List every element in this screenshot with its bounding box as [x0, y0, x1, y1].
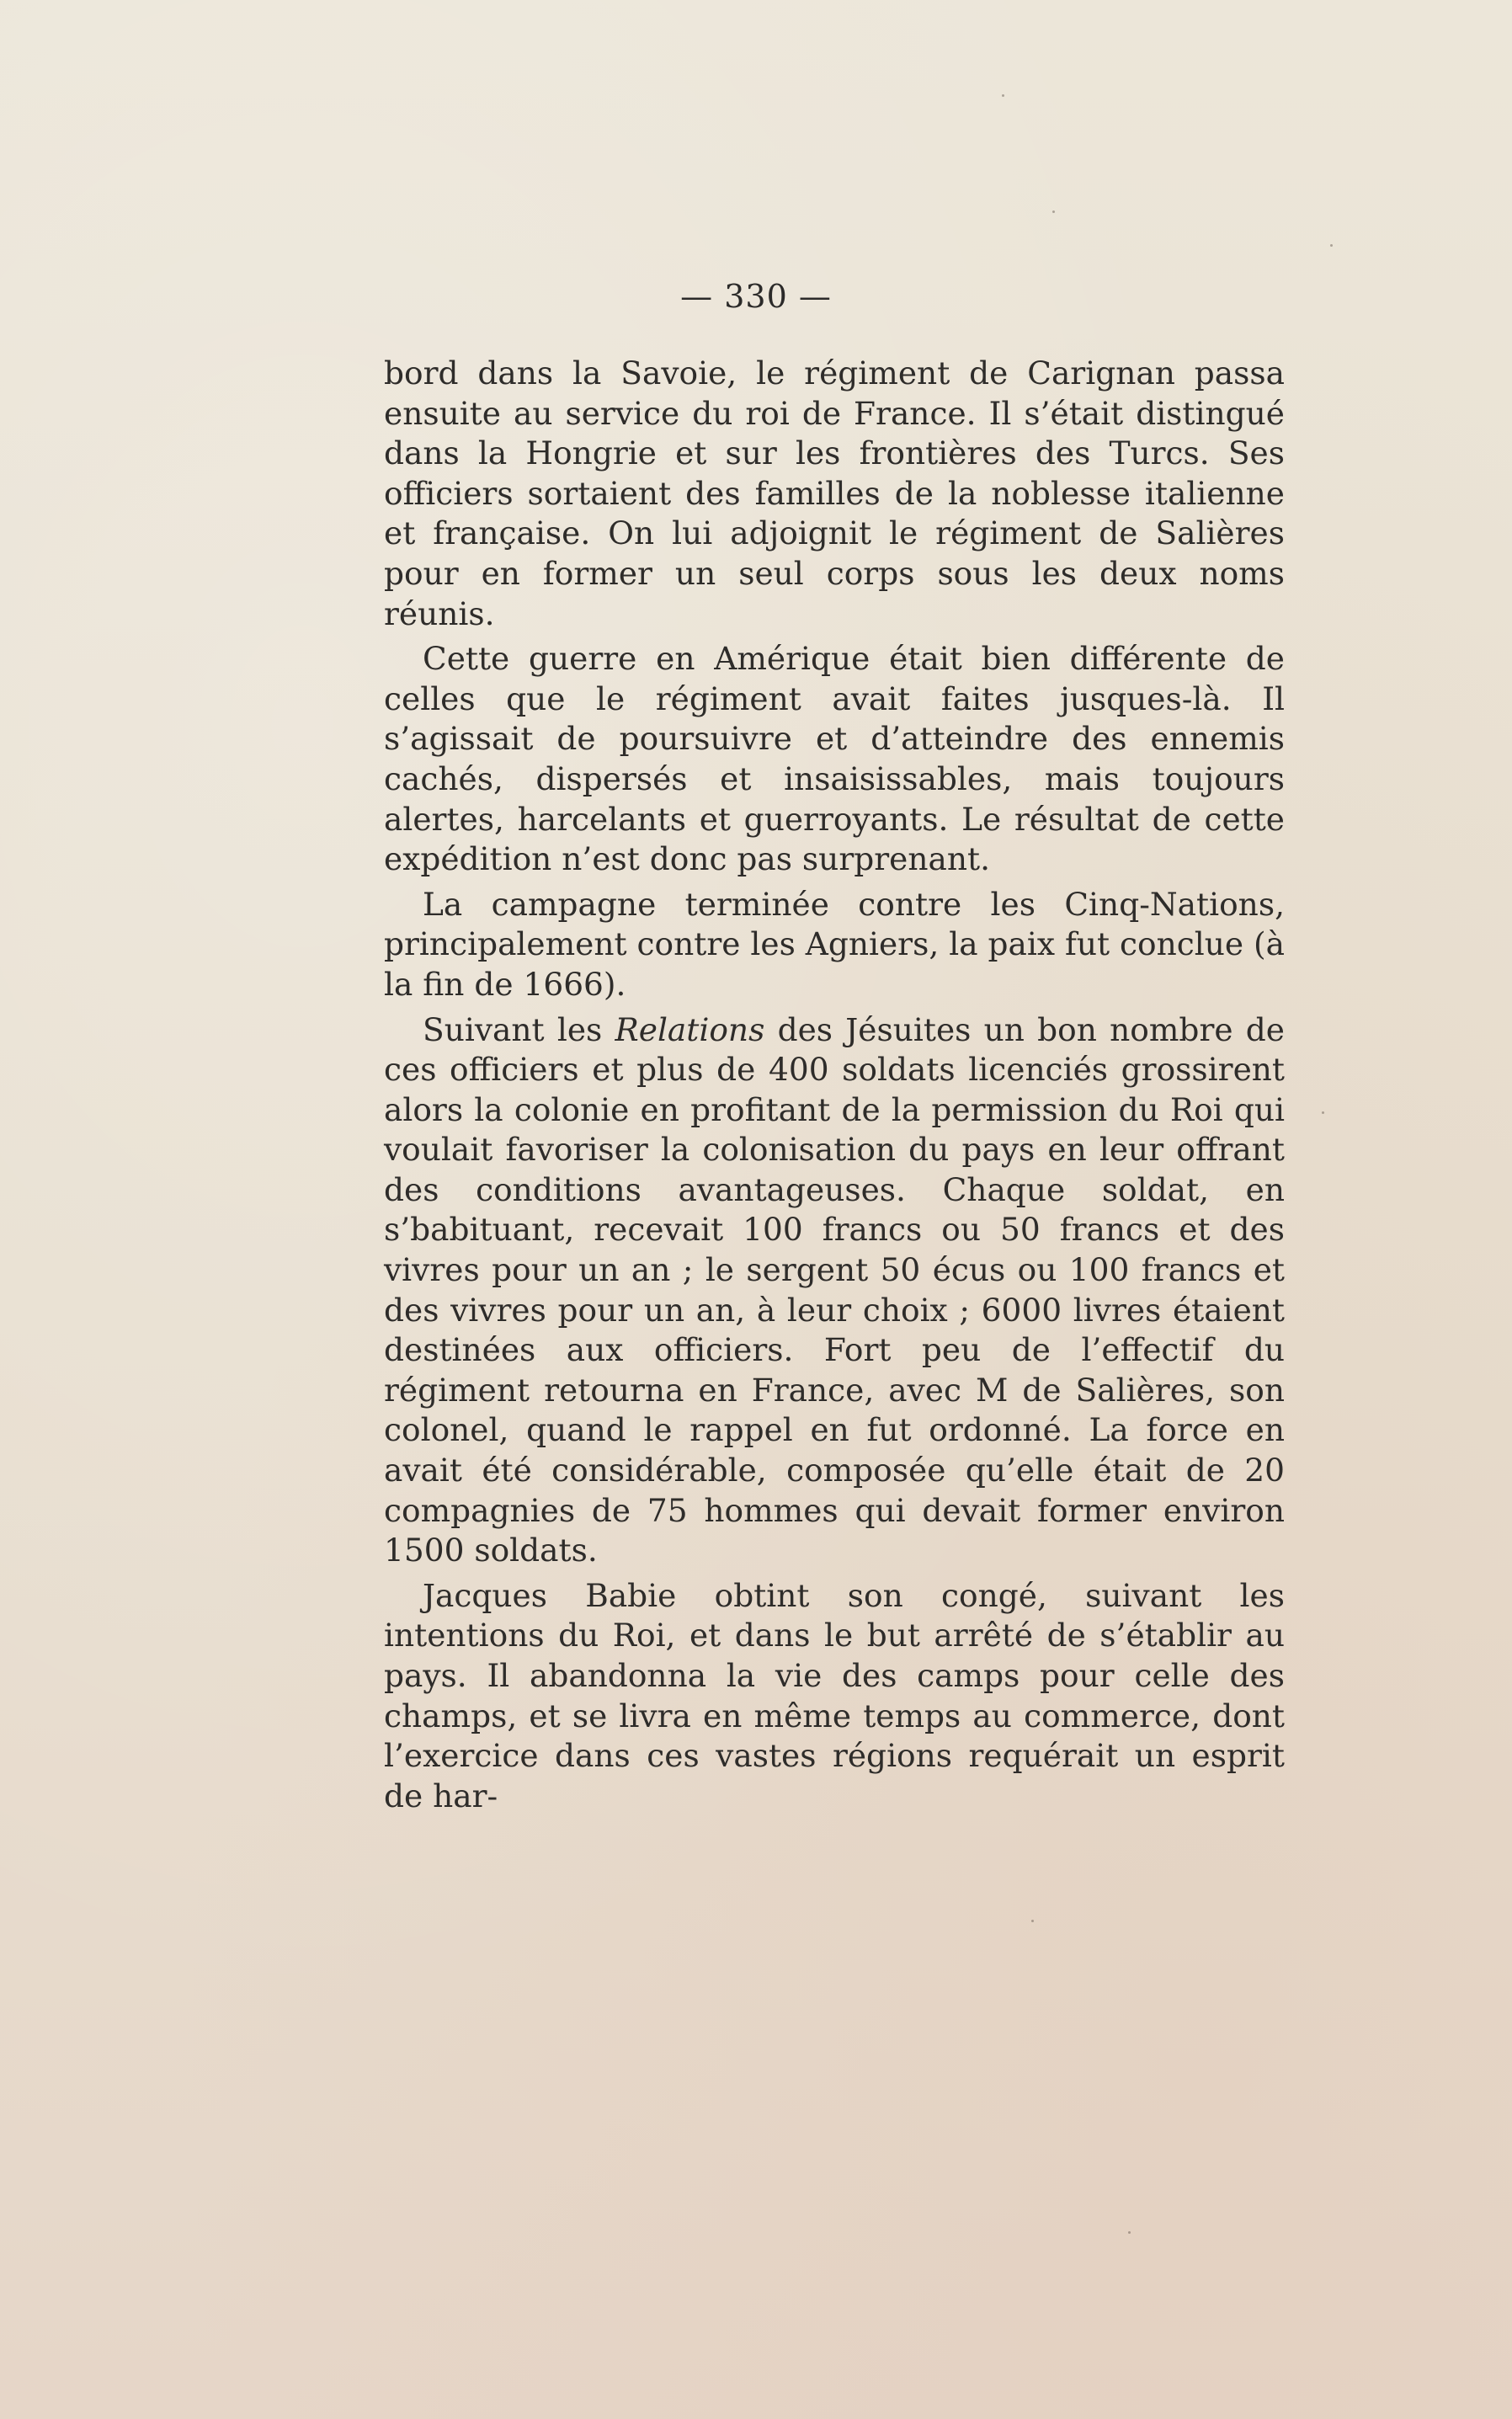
paragraph-3	[384, 885, 1285, 1005]
paragraph-5	[384, 1576, 1285, 1817]
paragraph-4-text-rest: des Jésuites un bon nombre de ces officiers et plus de 400 soldats licenciés grossirent alors la colonie en profitant de la permission du Roi qui voulait favoriser la colonisation du pays en leur offrant des conditions avantageuses. Chaque soldat, en s’babituant, recevait 100 francs ou 50 francs et des vivres pour un an ; le sergent 50 écus ou 100 francs et des vivres pour un an, à leur choix ; 6000 livres étaient destinées aux officiers. Fort peu de l’effectif du régiment retourna en France, avec M de Salières, son colonel, quand le rappel en fut ordonné. La force en avait été considérable, composée qu’elle était de 20 compagnies de 75 hommes qui devait former environ 1500 soldats.	[384, 1010, 1285, 1569]
paragraph-5-text: Jacques Babie obtint son congé, suivant les intentions du Roi, et dans le but arrêté de s’établir au pays. Il abandonna la vie des camps pour celle des champs, et se livra en même temps au commerce, dont l’exercice dans ces vastes régions requérait un esprit de har-	[384, 1576, 1285, 1814]
paragraph-3-text: La campagne terminée contre les Cinq-Nations, principalement contre les Agniers, la paix fut conclue (à la fin de 1666).	[384, 885, 1285, 1003]
paper-speck	[1330, 244, 1333, 247]
paper-speck	[1322, 1111, 1324, 1114]
paper-speck	[1002, 94, 1004, 97]
body-text	[384, 354, 1285, 1821]
paragraph-1	[384, 354, 1285, 634]
paragraph-1-text: bord dans la Savoie, le régiment de Carignan passa ensuite au service du roi de France. Il s’était distingué dans la Hongrie et sur les frontières des Turcs. Ses officiers sortaient des familles de la noblesse italienne et française. On lui adjoignit le régiment de Salières pour en former un seul corps sous les deux noms réunis.	[384, 354, 1285, 632]
paper-speck	[1031, 1920, 1034, 1922]
paper-speck	[1128, 2231, 1131, 2234]
paper-speck	[1052, 210, 1055, 213]
paragraph-4-text-start: Suivant les	[423, 1010, 615, 1048]
paragraph-2-text: Cette guerre en Amérique était bien différente de celles que le régiment avait faites jusques-là. Il s’agissait de poursuivre et d’atteindre des ennemis cachés, dispersés et insaisissables, mais toujours alertes, harcelants et guerroyants. Le résultat de cette expédition n’est donc pas surprenant.	[384, 640, 1285, 878]
page-number: — 330 —	[680, 278, 832, 315]
paragraph-4	[384, 1010, 1285, 1571]
paragraph-2	[384, 639, 1285, 880]
relations-title: Relations	[615, 1010, 765, 1048]
